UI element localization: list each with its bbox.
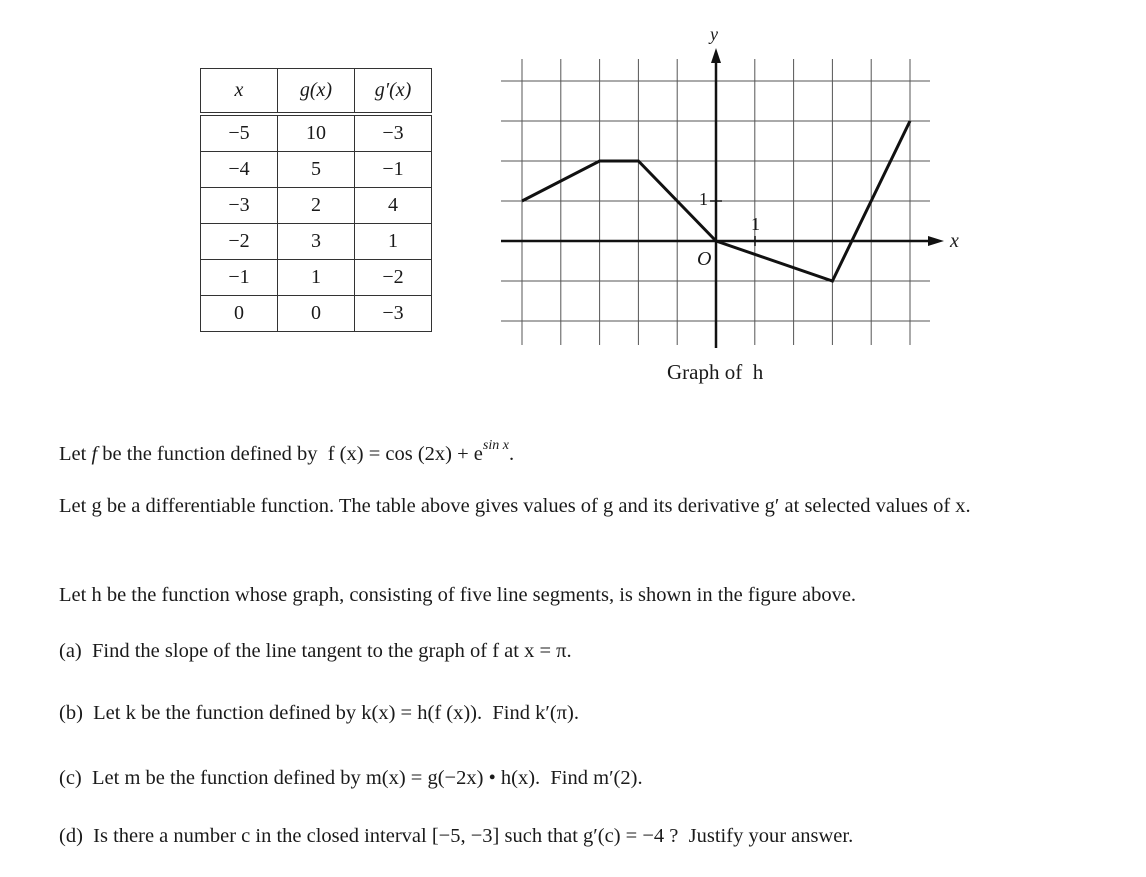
cell-x: −2 [201,224,278,260]
cell-gprime: −3 [355,296,432,332]
part-a: (a) Find the slope of the line tangent to the graph of f at x = π. [59,640,572,662]
f-def-prefix: Let [59,443,92,465]
x-tick-label: 1 [751,214,760,234]
cell-x: −3 [201,188,278,224]
cell-gprime: 4 [355,188,432,224]
cell-g: 0 [278,296,355,332]
f-definition [59,429,514,471]
cell-x: 0 [201,296,278,332]
h-definition: Let h be the function whose graph, consisting of five line segments, is shown in the figure above. [59,584,857,606]
cell-x: −5 [201,114,278,152]
header-x: x [201,69,278,115]
f-exponent: sin x [482,438,509,453]
part-c: (c) Let m be the function defined by m(x) = g(−2x) • h(x). Find m′(2). [59,767,643,789]
g-definition: Let g be a differentiable function. The table above gives values of g and its derivative g′ at selected values of x. [59,495,971,517]
f-def-mid: be the function defined by [97,443,328,465]
cell-gprime: −2 [355,260,432,296]
y-axis-label: y [710,24,718,44]
f-formula: f (x) = cos (2x) + e [327,443,483,465]
cell-gprime: 1 [355,224,432,260]
part-b: (b) Let k be the function defined by k(x) = h(f (x)). Find k′(π). [59,702,579,724]
y-axis-arrow-icon [711,48,721,63]
cell-g: 3 [278,224,355,260]
graph-caption: Graph of h [667,360,764,384]
cell-g: 10 [278,114,355,152]
cell-g: 1 [278,260,355,296]
x-axis-arrow-icon [928,236,944,246]
cell-g: 2 [278,188,355,224]
part-d: (d) Is there a number c in the closed interval [−5, −3] such that g′(c) = −4 ? Justify your answer. [59,825,854,847]
cell-gprime: −1 [355,152,432,188]
f-symbol: f [91,443,98,465]
axes [501,48,944,348]
header-g: g(x) [278,69,355,115]
cell-g: 5 [278,152,355,188]
f-def-end: . [508,443,515,465]
origin-label: O [697,248,712,270]
graph-of-h [0,0,1146,400]
cell-gprime: −3 [355,114,432,152]
header-gprime: g′(x) [355,69,432,115]
cell-x: −4 [201,152,278,188]
y-tick-label: 1 [699,189,708,209]
x-axis-label: x [950,230,959,252]
cell-x: −1 [201,260,278,296]
